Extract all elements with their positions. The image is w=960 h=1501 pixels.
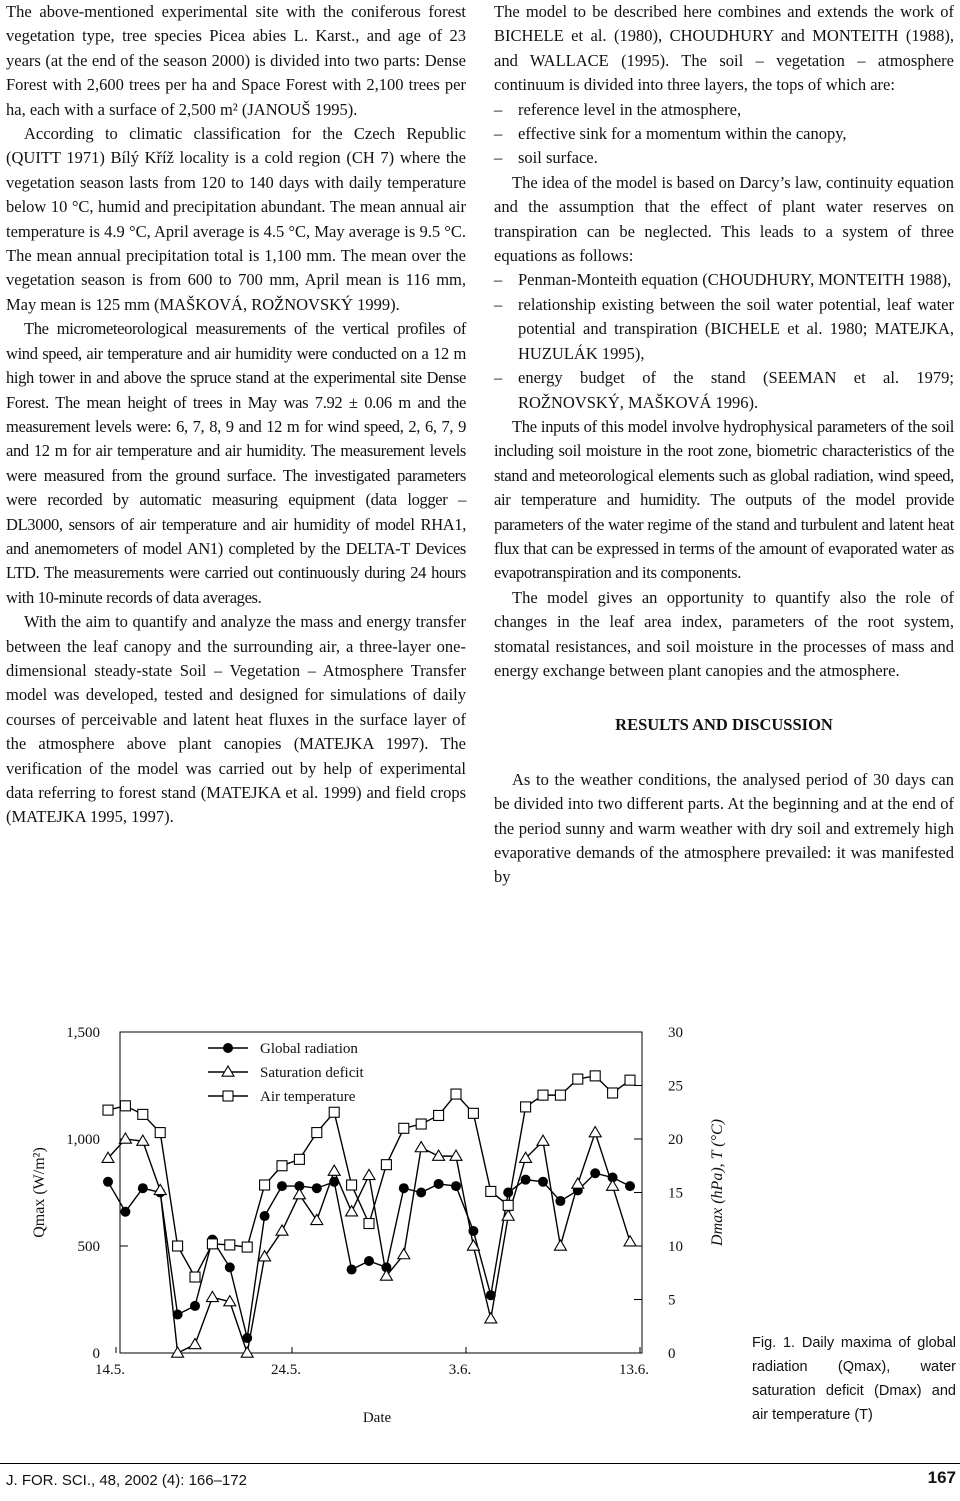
data-point-saturation-deficit	[537, 1135, 549, 1145]
y-left-tick-label: 1,500	[66, 1025, 100, 1041]
data-point-air-temperature	[555, 1090, 565, 1100]
data-point-air-temperature	[260, 1180, 270, 1190]
data-point-air-temperature	[173, 1241, 183, 1251]
data-point-saturation-deficit	[259, 1251, 271, 1261]
footer-rule	[0, 1463, 960, 1464]
data-point-saturation-deficit	[485, 1313, 497, 1323]
paragraph-results: As to the weather conditions, the analysed period of 30 days can be divided into two different parts. At the beginning and at the end of the period sunny and warm weather with dry soil and extremely high evaporative demands of the atmosphere prevailed: it was manifested by	[494, 769, 954, 887]
data-point-air-temperature	[486, 1186, 496, 1196]
legend-label-saturation-deficit: Saturation deficit	[260, 1065, 364, 1081]
data-point-air-temperature	[625, 1075, 635, 1085]
data-point-saturation-deficit	[398, 1249, 410, 1259]
data-point-air-temperature	[329, 1107, 339, 1117]
data-point-saturation-deficit	[589, 1127, 601, 1137]
data-point-air-temperature	[364, 1219, 374, 1229]
series-line-global-radiation	[108, 1173, 630, 1338]
data-point-global-radiation	[120, 1207, 130, 1217]
legend-marker-air-temperature	[223, 1091, 233, 1101]
list-model-equations	[494, 268, 954, 414]
data-point-saturation-deficit	[172, 1347, 184, 1357]
paragraph-measurements: The micrometeorological measurements of the vertical profiles of wind speed, air temperature and air humidity were conducted on a 12 m high tower in and above the spruce stand at the experimental site Dense Forest. The mean height of trees in May was 7.92 ± 0.06 m and the measurement levels were: 6, 7, 8, 9 and 12 m for wind speed, 2, 6, 7, 9 and 12 m for air temperature and air humidity. The measurement levels were measured from the ground surface. The investigated parameters were recorded by automatic measuring equipment (data logger – DL3000, sensors of air temperature and air humidity of model RHA1, and anemometers of model AN1) completed by the DELTA-T Devices LTD. The measurements were carried out continuously during 24 hours with 10-minute records of data averages.	[6, 319, 466, 607]
list-item: – Penman-Monteith equation (CHOUDHURY, MONTEITH 1988),	[494, 268, 954, 292]
data-point-air-temperature	[312, 1128, 322, 1138]
y-left-tick-label: 0	[92, 1346, 100, 1362]
data-point-air-temperature	[138, 1109, 148, 1119]
data-point-air-temperature	[225, 1240, 235, 1250]
right-column	[494, 0, 954, 890]
list-item: – reference level in the atmosphere,	[494, 98, 954, 122]
data-point-air-temperature	[503, 1200, 513, 1210]
y-right-tick-label: 15	[668, 1185, 683, 1202]
page-footer	[0, 1463, 960, 1493]
data-point-global-radiation	[399, 1183, 409, 1193]
paragraph-climate: According to climatic classification for the Czech Republic (QUITT 1971) Bílý Kříž locality is a cold region (CH 7) where the vegetation season lasts from 120 to 140 days with daily temperature below 10 °C, humid and precipitation abundant. The mean annual air temperature is 4.9 °C, April average is 4.5 °C, May average is 9.5 °C. The mean annual precipitation total is 1,100 mm. The mean over the vegetation season is from 600 to 700 mm, April mean is 116 mm, May mean is 125 mm (MAŠKOVÁ, ROŽNOVSKÝ 1999).	[6, 124, 466, 314]
data-point-global-radiation	[103, 1177, 113, 1187]
data-point-global-radiation	[190, 1301, 200, 1311]
y-right-axis-label: Dmax (hPa), T (°C)	[709, 1119, 726, 1246]
list-item: – soil surface.	[494, 146, 954, 170]
data-point-air-temperature	[608, 1088, 618, 1098]
data-point-saturation-deficit	[241, 1347, 253, 1357]
data-point-global-radiation	[434, 1179, 444, 1189]
data-point-saturation-deficit	[311, 1214, 323, 1224]
data-point-global-radiation	[555, 1196, 565, 1206]
data-point-global-radiation	[225, 1262, 235, 1272]
data-point-saturation-deficit	[363, 1169, 375, 1179]
y-right-tick-label: 0	[668, 1346, 676, 1362]
y-right-tick-label: 20	[668, 1132, 683, 1148]
data-point-global-radiation	[416, 1188, 426, 1198]
list-item: – energy budget of the stand (SEEMAN et al. 1979; ROŽNOVSKÝ, MAŠKOVÁ 1996).	[494, 366, 954, 415]
y-right-tick-label: 5	[668, 1292, 676, 1309]
data-point-air-temperature	[468, 1108, 478, 1118]
data-point-air-temperature	[207, 1239, 217, 1249]
legend-marker-global-radiation	[223, 1043, 233, 1053]
data-point-air-temperature	[416, 1119, 426, 1129]
y-right-tick-label: 10	[668, 1239, 683, 1255]
legend-marker-saturation-deficit	[222, 1066, 234, 1076]
paragraph-model-intro: With the aim to quantify and analyze the mass and energy transfer between the leaf canopy and the surrounding air, a three-layer one-dimensional steady-state Soil – Vegetation – Atmosphere Transfer model was developed, tested and designed for simulations of daily courses of perceivable and latent heat fluxes in the surface layer of the atmosphere above plant canopies (MATEJKA 1997). The verification of the model was carried out by help of experimental data referring to forest stand (MATEJKA et al. 1999) and field crops (MATEJKA 1995, 1997).	[6, 612, 466, 827]
data-point-air-temperature	[399, 1123, 409, 1133]
data-point-saturation-deficit	[293, 1189, 305, 1199]
data-point-saturation-deficit	[154, 1184, 166, 1194]
list-item: – relationship existing between the soil water potential, leaf water potential and transpiration (BICHELE et al. 1980; MATEJKA, HUZULÁK 1995),	[494, 293, 954, 366]
legend-label-global-radiation: Global radiation	[260, 1041, 358, 1057]
paragraph-model-opportunity: The model gives an opportunity to quantify also the role of changes in the leaf area index, parameters of the root system, stomatal resistances, and soil moisture in the processes of mass and energy exchange between plant canopies and the atmosphere.	[494, 587, 954, 680]
x-axis-label: Date	[362, 1410, 392, 1426]
data-point-saturation-deficit	[624, 1236, 636, 1246]
data-point-air-temperature	[573, 1074, 583, 1084]
data-point-air-temperature	[120, 1101, 130, 1111]
data-point-global-radiation	[312, 1183, 322, 1193]
section-heading: RESULTS AND DISCUSSION	[615, 715, 833, 735]
data-point-saturation-deficit	[572, 1178, 584, 1188]
data-point-global-radiation	[138, 1183, 148, 1193]
data-point-saturation-deficit	[607, 1180, 619, 1190]
data-point-saturation-deficit	[119, 1133, 131, 1143]
data-point-air-temperature	[103, 1105, 113, 1115]
data-point-saturation-deficit	[189, 1338, 201, 1348]
paragraph-model-description: The model to be described here combines and extends the work of BICHELE et al. (1980), CHOUDHURY and MONTEITH (1988), and WALLACE (1995). The soil – vegetation – atmosphere continuum is divided into three layers, the tops of which are:	[494, 2, 954, 95]
data-point-global-radiation	[364, 1256, 374, 1266]
x-tick-label: 14.5.	[95, 1362, 125, 1378]
list-item: – effective sink for a momentum within the canopy,	[494, 122, 954, 146]
data-point-air-temperature	[155, 1128, 165, 1138]
list-model-layers	[494, 98, 954, 171]
data-point-air-temperature	[451, 1089, 461, 1099]
data-point-air-temperature	[434, 1110, 444, 1120]
data-point-air-temperature	[538, 1090, 548, 1100]
y-right-tick-label: 30	[668, 1025, 683, 1041]
series-line-saturation-deficit	[108, 1133, 630, 1353]
data-point-saturation-deficit	[450, 1150, 462, 1160]
data-point-air-temperature	[381, 1160, 391, 1170]
paragraph-site-description: The above-mentioned experimental site with the coniferous forest vegetation type, tree species Picea abies L. Karst., and age of 23 years (at the end of the season 2000) is divided into two parts: Dense Forest with 2,600 trees per ha and Space Forest with 2,100 trees per ha, each with a surface of 2,500 m² (JANOUŠ 1995).	[6, 2, 466, 119]
paragraph-model-idea: The idea of the model is based on Darcy’s law, continuity equation and the assumption that the effect of plant water reserves on transpiration can be neglected. This leads to a system of three equations as follows:	[494, 172, 954, 266]
data-point-saturation-deficit	[276, 1225, 288, 1235]
data-point-global-radiation	[538, 1177, 548, 1187]
data-point-global-radiation	[590, 1168, 600, 1178]
paragraph-model-inputs: The inputs of this model involve hydrophysical parameters of the soil including soil moisture in the root zone, biometric characteristics of the stand and meteorological elements such as global radiation, wind speed, air temperature and humidity. The outputs of the model provide parameters of the water regime of the stand and turbulent and latent heat flux that can be expressed in terms of the amount of evaporated water as evapotranspiration and its components.	[494, 416, 954, 583]
x-tick-label: 24.5.	[271, 1362, 301, 1378]
data-point-air-temperature	[521, 1102, 531, 1112]
figure-caption: Fig. 1. Daily maxima of global radiation (Qmax), water saturation deficit (Dmax) and air temperature (T)	[752, 1335, 956, 1423]
data-point-air-temperature	[242, 1242, 252, 1252]
y-left-tick-label: 1,000	[66, 1132, 100, 1148]
data-point-global-radiation	[277, 1181, 287, 1191]
data-point-air-temperature	[590, 1071, 600, 1081]
x-tick-label: 3.6.	[448, 1362, 472, 1378]
y-left-axis-label: Qmax (W/m²)	[31, 1147, 48, 1238]
data-point-saturation-deficit	[554, 1240, 566, 1250]
y-left-tick-label: 500	[77, 1239, 100, 1255]
data-point-global-radiation	[260, 1211, 270, 1221]
data-point-global-radiation	[347, 1265, 357, 1275]
data-point-saturation-deficit	[415, 1142, 427, 1152]
data-point-global-radiation	[451, 1181, 461, 1191]
data-point-air-temperature	[277, 1161, 287, 1171]
left-column	[6, 0, 466, 830]
x-tick-label: 13.6.	[619, 1362, 649, 1378]
page-number: 167	[927, 1468, 956, 1487]
data-point-saturation-deficit	[206, 1291, 218, 1301]
journal-citation: J. FOR. SCI., 48, 2002 (4): 166–172	[6, 1472, 247, 1489]
data-point-saturation-deficit	[346, 1206, 358, 1216]
data-point-global-radiation	[625, 1181, 635, 1191]
data-point-saturation-deficit	[328, 1165, 340, 1175]
data-point-air-temperature	[294, 1154, 304, 1164]
data-point-saturation-deficit	[433, 1150, 445, 1160]
data-point-air-temperature	[347, 1180, 357, 1190]
data-point-air-temperature	[190, 1272, 200, 1282]
y-right-tick-label: 25	[668, 1078, 683, 1095]
data-point-global-radiation	[521, 1175, 531, 1185]
legend-label-air-temperature: Air temperature	[260, 1089, 356, 1105]
